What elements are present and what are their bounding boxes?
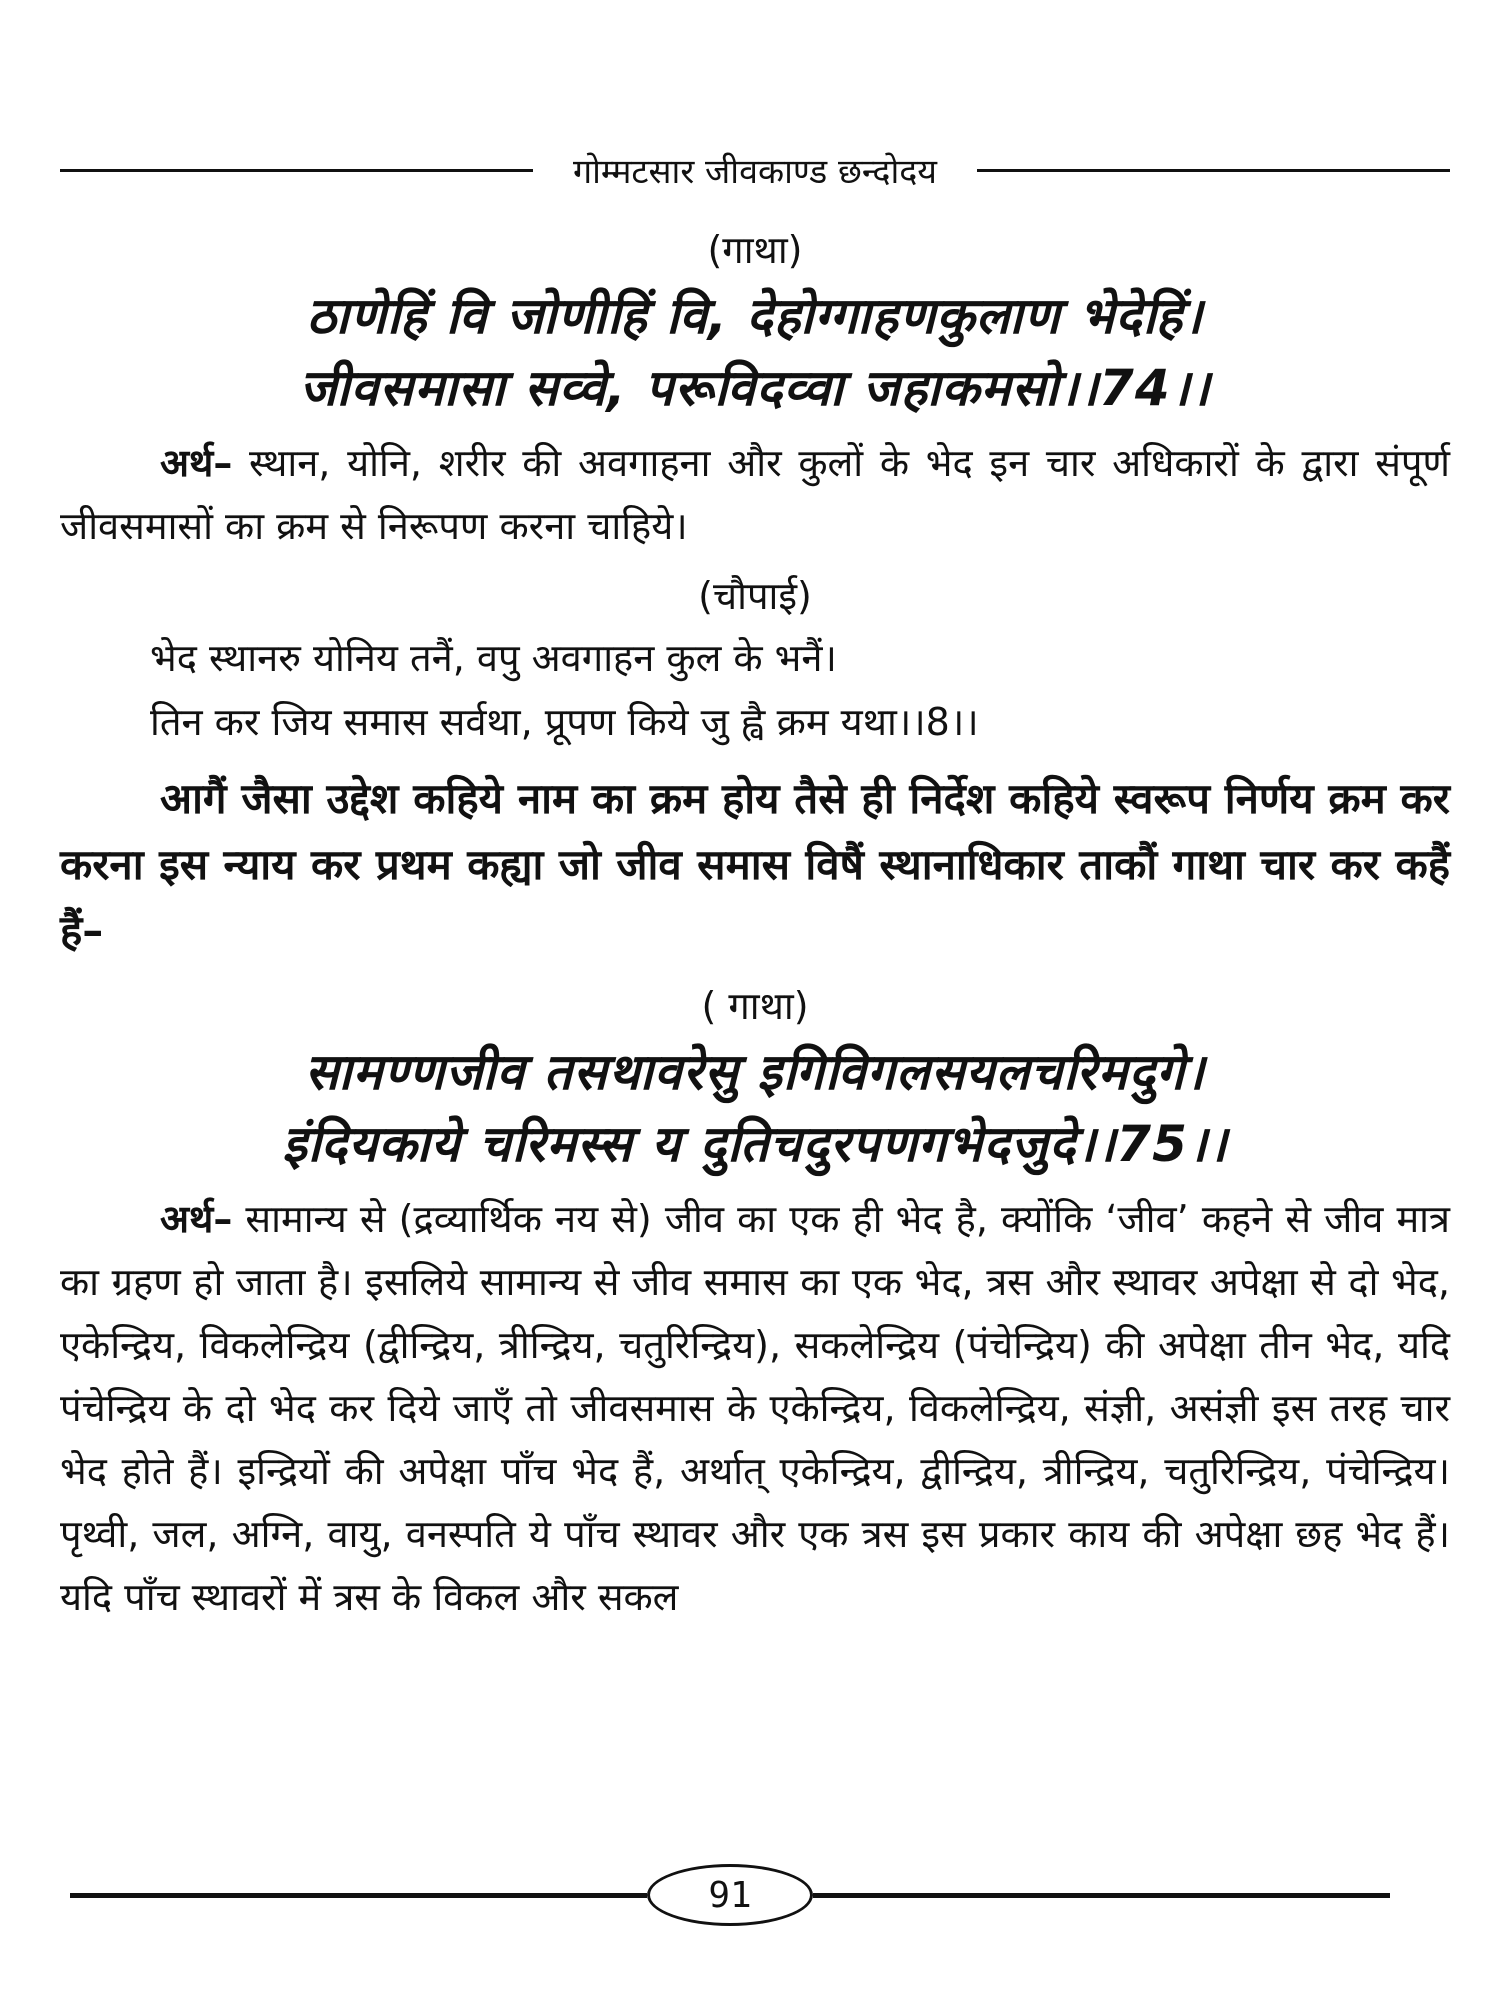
meaning-label: अर्थ– <box>160 1197 233 1241</box>
page-number: 91 <box>647 1864 813 1926</box>
meaning-label: अर्थ– <box>160 441 233 485</box>
chaupai-label: (चौपाई) <box>698 574 812 618</box>
gatha-75-line-2: इंदियकाये चरिमस्स य दुतिचदुरपणगभेदजुदे।।75।। <box>282 1115 1228 1173</box>
intro-paragraph: आगैं जैसा उद्देश कहिये नाम का क्रम होय तैसे ही निर्देश कहिये स्वरूप निर्णय क्रम कर करना इस न्याय कर प्रथम कह्या जो जीव समास विषैं स्थानाधिकार ताकौं गाथा चार कर कहैं हैं– <box>60 774 1450 955</box>
running-header <box>60 140 1450 200</box>
header-rule-right <box>977 169 1450 172</box>
meaning-text: सामान्य से (द्रव्यार्थिक नय से) जीव का एक ही भेद है, क्योंकि ‘जीव’ कहने से जीव मात्र का ग्रहण हो जाता है। इसलिये सामान्य से जीव समास का एक भेद, त्रस और स्थावर अपेक्षा से दो भेद, एकेन्द्रिय, विकलेन्द्रिय (द्वीन्द्रिय, त्रीन्द्रिय, चतुरिन्द्रिय), सकलेन्द्रिय (पंचेन्द्रिय) की अपेक्षा तीन भेद, यदि पंचेन्द्रिय के दो भेद कर दिये जाएँ तो जीवसमास के एकेन्द्रिय, विकलेन्द्रिय, संज्ञी, असंज्ञी इस तरह चार भेद होते हैं। इन्द्रियों की अपेक्षा पाँच भेद हैं, अर्थात् एकेन्द्रिय, द्वीन्द्रिय, त्रीन्द्रिय, चतुरिन्द्रिय, पंचेन्द्रिय। पृथ्वी, जल, अग्नि, वायु, वनस्पति ये पाँच स्थावर और एक त्रस इस प्रकार काय की अपेक्षा छह भेद हैं। यदि पाँच स्थावरों में त्रस के विकल और सकल <box>60 1197 1450 1619</box>
gatha-label: (गाथा) <box>707 228 803 272</box>
header-rule-left <box>60 169 533 172</box>
meaning-paragraph-74 <box>60 432 1450 558</box>
gatha-74-line-2: जीवसमासा सव्वे, परूविदव्वा जहाकमसो।।74।। <box>299 359 1211 417</box>
gatha-label: ( गाथा) <box>701 984 809 1028</box>
meaning-paragraph-75 <box>60 1188 1450 1629</box>
page-body <box>60 220 1450 1637</box>
footer-rule-left <box>70 1893 647 1898</box>
gatha-74-line-1: ठाणेहिं वि जोणीहिं वि, देहोग्गाहणकुलाण भेदेहिं। <box>306 287 1204 345</box>
chaupai-line-2: तिन कर जिय समास सर्वथा, प्रूपण किये जु ह्वै क्रम यथा।।8।। <box>150 700 979 744</box>
meaning-text: स्थान, योनि, शरीर की अवगाहना और कुलों के भेद इन चार अधिकारों के द्वारा संपूर्ण जीवसमासों का क्रम से निरूपण करना चाहिये। <box>60 441 1450 548</box>
footer-rule-right <box>813 1893 1390 1898</box>
book-title: गोम्मटसार जीवकाण्ड छन्दोदय <box>572 152 938 192</box>
gatha-75-line-1: सामण्णजीव तसथावरेसु इगिविगलसयलचरिमदुगे। <box>304 1043 1206 1101</box>
chaupai-line-1: भेद स्थानरु योनिय तनैं, वपु अवगाहन कुल के भनैं। <box>150 636 837 680</box>
page-footer <box>70 1860 1390 1930</box>
